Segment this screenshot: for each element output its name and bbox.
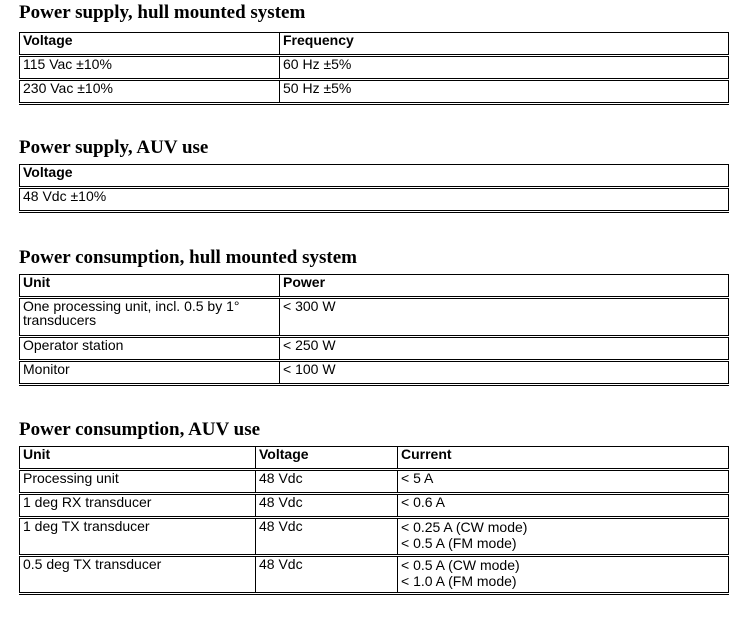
table-cell: 1 deg TX transducer bbox=[20, 518, 256, 556]
table-cell: 48 Vdc ±10% bbox=[20, 188, 729, 212]
table-row bbox=[20, 56, 729, 80]
section-power-consumption-hull bbox=[19, 247, 729, 386]
section-title: Power consumption, AUV use bbox=[19, 419, 261, 440]
section-title: Power supply, hull mounted system bbox=[19, 2, 306, 23]
table-cell: Operator station bbox=[20, 337, 280, 361]
table-row bbox=[20, 361, 729, 385]
column-header-unit: Unit bbox=[20, 275, 280, 298]
section-power-supply-hull bbox=[19, 2, 729, 105]
table-cell: 48 Vdc bbox=[256, 494, 398, 518]
table-cell: 50 Hz ±5% bbox=[280, 80, 729, 104]
section-power-consumption-auv bbox=[19, 419, 729, 595]
column-header-voltage: Voltage bbox=[20, 165, 729, 188]
column-header-current: Current bbox=[398, 447, 729, 470]
table-row bbox=[20, 494, 729, 518]
table-cell: One processing unit, incl. 0.5 by 1° transducers bbox=[20, 298, 280, 337]
table-header-row bbox=[20, 33, 729, 56]
table-cell: < 0.25 A (CW mode) < 0.5 A (FM mode) bbox=[398, 518, 729, 556]
table-cell: < 5 A bbox=[398, 470, 729, 494]
table-row bbox=[20, 188, 729, 212]
table-cell: < 300 W bbox=[280, 298, 729, 337]
table-row bbox=[20, 470, 729, 494]
table-cell: < 0.5 A (CW mode) < 1.0 A (FM mode) bbox=[398, 556, 729, 594]
table-cell: Processing unit bbox=[20, 470, 256, 494]
table-cell: Monitor bbox=[20, 361, 280, 385]
table-cell: 115 Vac ±10% bbox=[20, 56, 280, 80]
table-cell: 60 Hz ±5% bbox=[280, 56, 729, 80]
table-power-supply-hull bbox=[19, 32, 729, 105]
table-header-row bbox=[20, 165, 729, 188]
column-header-voltage: Voltage bbox=[20, 33, 280, 56]
table-power-consumption-hull bbox=[19, 274, 729, 386]
table-cell: 0.5 deg TX transducer bbox=[20, 556, 256, 594]
table-header-row bbox=[20, 447, 729, 470]
table-cell: 230 Vac ±10% bbox=[20, 80, 280, 104]
column-header-power: Power bbox=[280, 275, 729, 298]
column-header-voltage: Voltage bbox=[256, 447, 398, 470]
table-cell: < 0.6 A bbox=[398, 494, 729, 518]
table-cell: < 100 W bbox=[280, 361, 729, 385]
table-power-supply-auv bbox=[19, 164, 729, 213]
column-header-unit: Unit bbox=[20, 447, 256, 470]
section-power-supply-auv bbox=[19, 137, 729, 213]
column-header-frequency: Frequency bbox=[280, 33, 729, 56]
table-row bbox=[20, 556, 729, 594]
section-title: Power consumption, hull mounted system bbox=[19, 247, 357, 268]
table-power-consumption-auv bbox=[19, 446, 729, 595]
table-row bbox=[20, 337, 729, 361]
table-cell: 48 Vdc bbox=[256, 518, 398, 556]
table-cell: 1 deg RX transducer bbox=[20, 494, 256, 518]
table-header-row bbox=[20, 275, 729, 298]
section-title: Power supply, AUV use bbox=[19, 137, 209, 158]
table-row bbox=[20, 518, 729, 556]
table-cell: < 250 W bbox=[280, 337, 729, 361]
table-cell: 48 Vdc bbox=[256, 470, 398, 494]
table-row bbox=[20, 80, 729, 104]
table-row bbox=[20, 298, 729, 337]
table-cell: 48 Vdc bbox=[256, 556, 398, 594]
